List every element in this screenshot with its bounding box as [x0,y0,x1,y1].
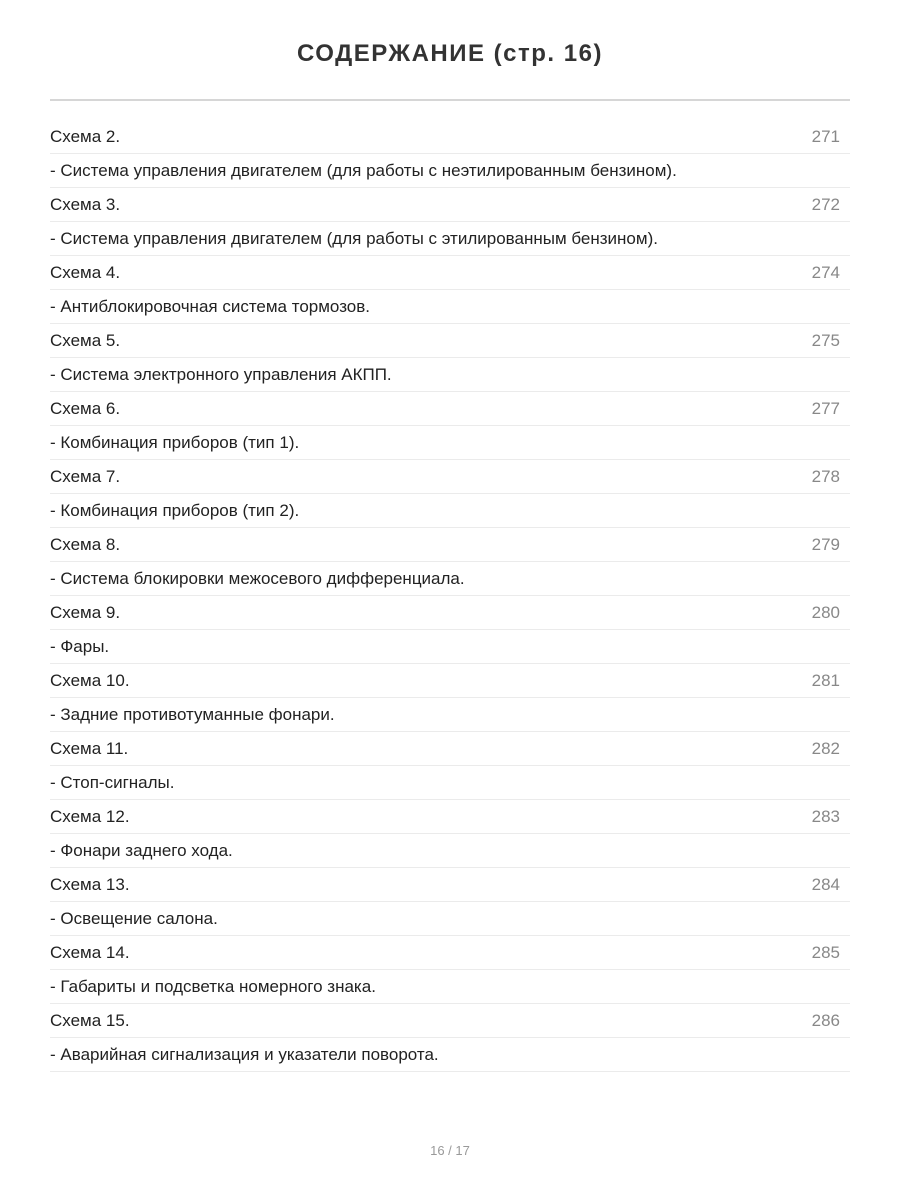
title-divider [50,99,850,101]
toc-entry-label: Схема 9. [50,603,121,622]
toc-entry[interactable] [50,834,850,868]
toc-entry-label: - Система блокировки межосевого дифференциала. [50,569,465,588]
toc-entry-page: 285 [811,943,840,962]
toc-entry-label: - Фары. [50,637,110,656]
toc-entry-label: - Система управления двигателем (для работы с этилированным бензином). [50,229,658,248]
toc-entry-label: - Фонари заднего хода. [50,841,233,860]
toc-entry-label: - Аварийная сигнализация и указатели поворота. [50,1045,439,1064]
toc-entry[interactable] [50,1038,850,1072]
toc-entry[interactable] [50,222,850,256]
toc-entry-label: - Стоп-сигналы. [50,773,175,792]
toc-entry-page: 282 [811,739,840,758]
toc-entry[interactable] [50,664,850,698]
toc-entry-page: 271 [811,127,840,146]
toc-entry-page: 272 [811,195,840,214]
toc-entry-page: 274 [811,263,840,282]
toc-entry[interactable] [50,358,850,392]
toc-entry-label: - Комбинация приборов (тип 2). [50,501,300,520]
toc-entry-page: 284 [811,875,840,894]
toc-entry-page: 280 [811,603,840,622]
toc-entry-label: - Система электронного управления АКПП. [50,365,392,384]
toc-entry-label: - Система управления двигателем (для работы с неэтилированным бензином). [50,161,677,180]
toc-entry[interactable] [50,698,850,732]
toc-entry[interactable] [50,1004,850,1038]
toc-entry-label: Схема 7. [50,467,121,486]
toc-entry[interactable] [50,460,850,494]
toc-entry-label: - Освещение салона. [50,909,218,928]
toc-entry[interactable] [50,324,850,358]
toc-entry-page: 277 [811,399,840,418]
toc-entry[interactable] [50,936,850,970]
toc-entry-label: Схема 10. [50,671,130,690]
toc-entry-page: 275 [811,331,840,350]
toc-list [50,120,850,1072]
toc-entry-label: - Комбинация приборов (тип 1). [50,433,300,452]
toc-entry-label: Схема 4. [50,263,121,282]
toc-entry[interactable] [50,528,850,562]
toc-entry-label: - Антиблокировочная система тормозов. [50,297,371,316]
toc-entry[interactable] [50,902,850,936]
page-indicator: 16 / 17 [430,1143,470,1158]
toc-entry-label: Схема 5. [50,331,121,350]
toc-entry-label: - Задние противотуманные фонари. [50,705,335,724]
toc-entry-label: Схема 2. [50,127,121,146]
toc-entry-page: 279 [811,535,840,554]
toc-entry-label: - Габариты и подсветка номерного знака. [50,977,376,996]
toc-entry[interactable] [50,970,850,1004]
toc-entry-page: 278 [811,467,840,486]
toc-entry[interactable] [50,290,850,324]
toc-entry[interactable] [50,562,850,596]
toc-entry[interactable] [50,392,850,426]
toc-entry-label: Схема 12. [50,807,130,826]
toc-entry[interactable] [50,426,850,460]
toc-entry-label: Схема 13. [50,875,130,894]
toc-entry-label: Схема 3. [50,195,121,214]
toc-entry[interactable] [50,868,850,902]
toc-entry[interactable] [50,188,850,222]
toc-entry[interactable] [50,120,850,154]
toc-entry-page: 283 [811,807,840,826]
toc-entry-label: Схема 15. [50,1011,130,1030]
toc-entry-label: Схема 8. [50,535,121,554]
page-title: СОДЕРЖАНИЕ (стр. 16) [297,40,603,67]
toc-entry-label: Схема 14. [50,943,130,962]
toc-entry[interactable] [50,766,850,800]
toc-entry-label: Схема 6. [50,399,121,418]
toc-entry[interactable] [50,800,850,834]
toc-entry-page: 286 [811,1011,840,1030]
toc-entry[interactable] [50,256,850,290]
toc-entry-label: Схема 11. [50,739,129,758]
toc-entry[interactable] [50,596,850,630]
toc-entry-page: 281 [811,671,840,690]
toc-entry[interactable] [50,630,850,664]
toc-entry[interactable] [50,494,850,528]
toc-entry[interactable] [50,732,850,766]
toc-entry[interactable] [50,154,850,188]
